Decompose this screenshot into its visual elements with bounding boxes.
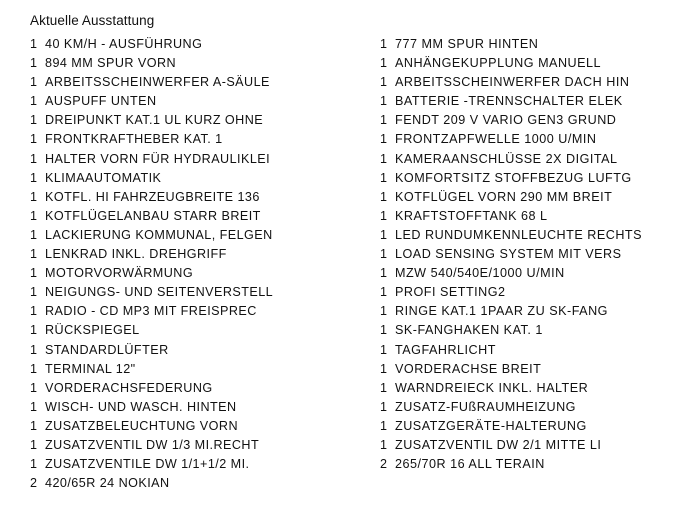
list-item (380, 169, 685, 188)
item-quantity: 1 (30, 361, 38, 376)
item-description: RINGE KAT.1 1PAAR ZU SK-FANG (395, 304, 608, 319)
item-quantity: 1 (380, 342, 388, 357)
item-description: TAGFAHRLICHT (395, 342, 496, 357)
item-quantity: 1 (380, 37, 388, 51)
item-quantity: 1 (30, 457, 38, 472)
item-description: BATTERIE -TRENNSCHALTER ELEK (395, 94, 623, 109)
item-description: 40 KM/H - AUSFÜHRUNG (45, 37, 203, 51)
item-quantity: 1 (380, 285, 388, 300)
list-item (380, 245, 685, 264)
list-item (380, 455, 685, 474)
item-quantity: 1 (30, 151, 38, 166)
item-quantity: 1 (30, 285, 38, 300)
list-item (380, 302, 685, 321)
list-item (380, 73, 685, 92)
list-item (380, 321, 685, 340)
item-quantity: 1 (380, 247, 388, 262)
item-description: MOTORVORWÄRMUNG (45, 266, 194, 281)
item-quantity: 1 (30, 37, 38, 51)
item-description: ZUSATZ-FUßRAUMHEIZUNG (395, 399, 576, 414)
item-quantity: 1 (380, 323, 388, 338)
item-quantity: 1 (30, 132, 38, 147)
item-quantity: 1 (30, 56, 38, 71)
list-item (30, 360, 330, 379)
item-description: SK-FANGHAKEN KAT. 1 (395, 323, 543, 338)
list-item (30, 321, 330, 340)
item-quantity: 1 (380, 113, 388, 128)
list-item (380, 188, 685, 207)
item-description: KOTFLÜGEL VORN 290 MM BREIT (395, 189, 613, 204)
item-quantity: 1 (380, 304, 388, 319)
item-description: ANHÄNGEKUPPLUNG MANUELL (395, 56, 602, 71)
item-description: NEIGUNGS- UND SEITENVERSTELL (45, 285, 274, 300)
item-quantity: 1 (30, 304, 38, 319)
item-quantity: 1 (30, 208, 38, 223)
item-description: STANDARDLÜFTER (45, 342, 169, 357)
list-item (30, 302, 330, 321)
item-description: LACKIERUNG KOMMUNAL, FELGEN (45, 227, 273, 242)
item-description: KOTFL. HI FAHRZEUGBREITE 136 (45, 189, 260, 204)
item-description: ARBEITSSCHEINWERFER A-SÄULE (45, 75, 270, 90)
page-title: Aktuelle Ausstattung (30, 13, 155, 28)
list-item (30, 455, 330, 474)
item-description: FRONTZAPFWELLE 1000 U/MIN (395, 132, 597, 147)
item-description: ZUSATZGERÄTE-HALTERUNG (395, 418, 587, 433)
item-description: KOTFLÜGELANBAU STARR BREIT (45, 208, 261, 223)
list-item (380, 341, 685, 360)
list-item (30, 226, 330, 245)
list-item (30, 283, 330, 302)
item-quantity: 1 (30, 247, 38, 262)
list-item (30, 207, 330, 226)
list-item (30, 169, 330, 188)
list-item (380, 264, 685, 283)
item-quantity: 1 (380, 94, 388, 109)
item-quantity: 1 (380, 227, 388, 242)
item-quantity: 1 (30, 75, 38, 90)
item-description: WARNDREIECK INKL. HALTER (395, 380, 589, 395)
list-item (30, 341, 330, 360)
item-quantity: 1 (380, 170, 388, 185)
item-description: 420/65R 24 NOKIAN (45, 476, 170, 491)
list-item (30, 111, 330, 130)
list-item (30, 54, 330, 73)
item-description: WISCH- UND WASCH. HINTEN (45, 399, 237, 414)
item-quantity: 1 (30, 113, 38, 128)
item-description: MZW 540/540E/1000 U/MIN (395, 266, 565, 281)
item-quantity: 1 (30, 266, 38, 281)
item-description: ZUSATZVENTILE DW 1/1+1/2 MI. (45, 457, 250, 472)
list-item (380, 111, 685, 130)
item-quantity: 1 (380, 208, 388, 223)
list-item (30, 150, 330, 169)
item-quantity: 1 (380, 56, 388, 71)
item-description: DREIPUNKT KAT.1 UL KURZ OHNE (45, 113, 264, 128)
item-description: LENKRAD INKL. DREHGRIFF (45, 247, 227, 262)
item-quantity: 1 (380, 418, 388, 433)
item-description: TERMINAL 12" (45, 361, 136, 376)
item-description: VORDERACHSE BREIT (395, 361, 542, 376)
list-item (30, 417, 330, 436)
item-quantity: 1 (380, 151, 388, 166)
item-quantity: 1 (30, 189, 38, 204)
item-description: KOMFORTSITZ STOFFBEZUG LUFTG (395, 170, 632, 185)
list-item (380, 360, 685, 379)
list-item (30, 264, 330, 283)
item-quantity: 1 (30, 380, 38, 395)
item-description: KAMERAANSCHLÜSSE 2X DIGITAL (395, 151, 618, 166)
item-description: KRAFTSTOFFTANK 68 L (395, 208, 548, 223)
item-quantity: 1 (30, 323, 38, 338)
equipment-list-left (30, 35, 330, 493)
item-quantity: 1 (30, 399, 38, 414)
item-quantity: 1 (30, 170, 38, 185)
item-quantity: 2 (30, 476, 38, 491)
item-quantity: 1 (30, 342, 38, 357)
item-quantity: 1 (380, 380, 388, 395)
list-item (380, 379, 685, 398)
list-item (30, 92, 330, 111)
list-item (30, 245, 330, 264)
list-item (30, 474, 330, 493)
item-quantity: 1 (380, 189, 388, 204)
item-quantity: 1 (380, 132, 388, 147)
item-quantity: 1 (30, 437, 38, 452)
item-description: 265/70R 16 ALL TERAIN (395, 457, 545, 472)
list-item (380, 283, 685, 302)
item-quantity: 1 (30, 94, 38, 109)
item-quantity: 1 (380, 361, 388, 376)
item-description: ZUSATZVENTIL DW 1/3 MI.RECHT (45, 437, 260, 452)
item-description: RADIO - CD MP3 MIT FREISPREC (45, 304, 257, 319)
item-description: VORDERACHSFEDERUNG (45, 380, 213, 395)
list-item (380, 207, 685, 226)
item-description: FENDT 209 V VARIO GEN3 GRUND (395, 113, 617, 128)
equipment-list-right (380, 35, 685, 474)
list-item (30, 73, 330, 92)
item-description: FRONTKRAFTHEBER KAT. 1 (45, 132, 223, 147)
item-description: PROFI SETTING2 (395, 285, 506, 300)
list-item (380, 226, 685, 245)
item-quantity: 1 (30, 227, 38, 242)
item-description: LED RUNDUMKENNLEUCHTE RECHTS (395, 227, 643, 242)
item-description: HALTER VORN FÜR HYDRAULIKLEI (45, 151, 271, 166)
item-description: ZUSATZBELEUCHTUNG VORN (45, 418, 238, 433)
list-item (380, 35, 685, 54)
list-item (380, 130, 685, 149)
item-description: ARBEITSSCHEINWERFER DACH HIN (395, 75, 630, 90)
list-item (380, 54, 685, 73)
list-item (380, 417, 685, 436)
item-quantity: 2 (380, 457, 388, 472)
list-item (380, 150, 685, 169)
item-description: LOAD SENSING SYSTEM MIT VERS (395, 247, 622, 262)
item-description: AUSPUFF UNTEN (45, 94, 157, 109)
item-description: RÜCKSPIEGEL (45, 323, 140, 338)
list-item (380, 92, 685, 111)
list-item (380, 436, 685, 455)
item-quantity: 1 (380, 399, 388, 414)
item-description: KLIMAAUTOMATIK (45, 170, 162, 185)
list-item (30, 379, 330, 398)
list-item (380, 398, 685, 417)
item-quantity: 1 (30, 418, 38, 433)
list-item (30, 130, 330, 149)
list-item (30, 436, 330, 455)
list-item (30, 188, 330, 207)
list-item (30, 398, 330, 417)
list-item (30, 35, 330, 54)
item-quantity: 1 (380, 266, 388, 281)
item-description: 777 MM SPUR HINTEN (395, 37, 539, 51)
item-description: 894 MM SPUR VORN (45, 56, 177, 71)
item-quantity: 1 (380, 75, 388, 90)
item-quantity: 1 (380, 437, 388, 452)
item-description: ZUSATZVENTIL DW 2/1 MITTE LI (395, 437, 602, 452)
